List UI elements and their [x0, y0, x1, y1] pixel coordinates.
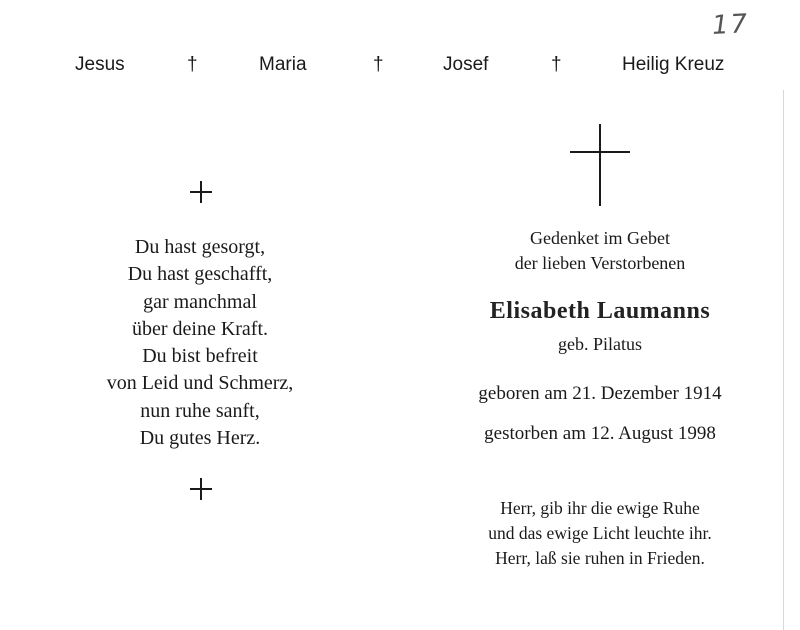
memorial-intro-line: der lieben Verstorbenen [514, 253, 686, 273]
poem [60, 234, 340, 452]
header-item-maria: Maria [259, 54, 307, 75]
poem-line: Du hast gesorgt, [134, 236, 266, 258]
latin-cross-icon [570, 124, 630, 206]
deceased-name: Elisabeth Laumanns [489, 298, 711, 324]
poem-line: Du hast geschafft, [127, 263, 273, 286]
header-item-jesus: Jesus [75, 54, 125, 75]
prayer-line: Herr, laß sie ruhen in Frieden. [495, 548, 705, 568]
page-number-handwritten: 17 [711, 9, 750, 41]
poem-line: nun ruhe sanft, [140, 399, 260, 422]
poem-line: gar manchmal [143, 290, 257, 313]
maiden-name: geb. Pilatus [558, 334, 642, 354]
cross-plus-icon [190, 181, 212, 203]
poem-line: Du bist befreit [142, 345, 258, 368]
prayer [440, 496, 760, 571]
cross-plus-icon [190, 478, 212, 500]
death-date: gestorben am 12. August 1998 [484, 423, 716, 444]
poem-line: Du gutes Herz. [139, 427, 261, 450]
header-cross-separator: † [551, 54, 562, 75]
memorial-intro [440, 226, 760, 276]
header-item-heilig-kreuz: Heilig Kreuz [622, 54, 725, 75]
header-invocation [0, 54, 800, 82]
prayer-line: und das ewige Licht leuchte ihr. [488, 523, 712, 543]
header-item-josef: Josef [443, 54, 489, 75]
poem-line: von Leid und Schmerz, [106, 372, 294, 395]
prayer-line: Herr, gib ihr die ewige Ruhe [500, 498, 700, 518]
card-edge-divider [783, 90, 784, 630]
birth-date: geboren am 21. Dezember 1914 [478, 383, 722, 404]
memorial-intro-line: Gedenket im Gebet [530, 228, 670, 248]
poem-line: über deine Kraft. [131, 317, 269, 340]
header-cross-separator: † [187, 54, 198, 75]
header-cross-separator: † [373, 54, 384, 75]
